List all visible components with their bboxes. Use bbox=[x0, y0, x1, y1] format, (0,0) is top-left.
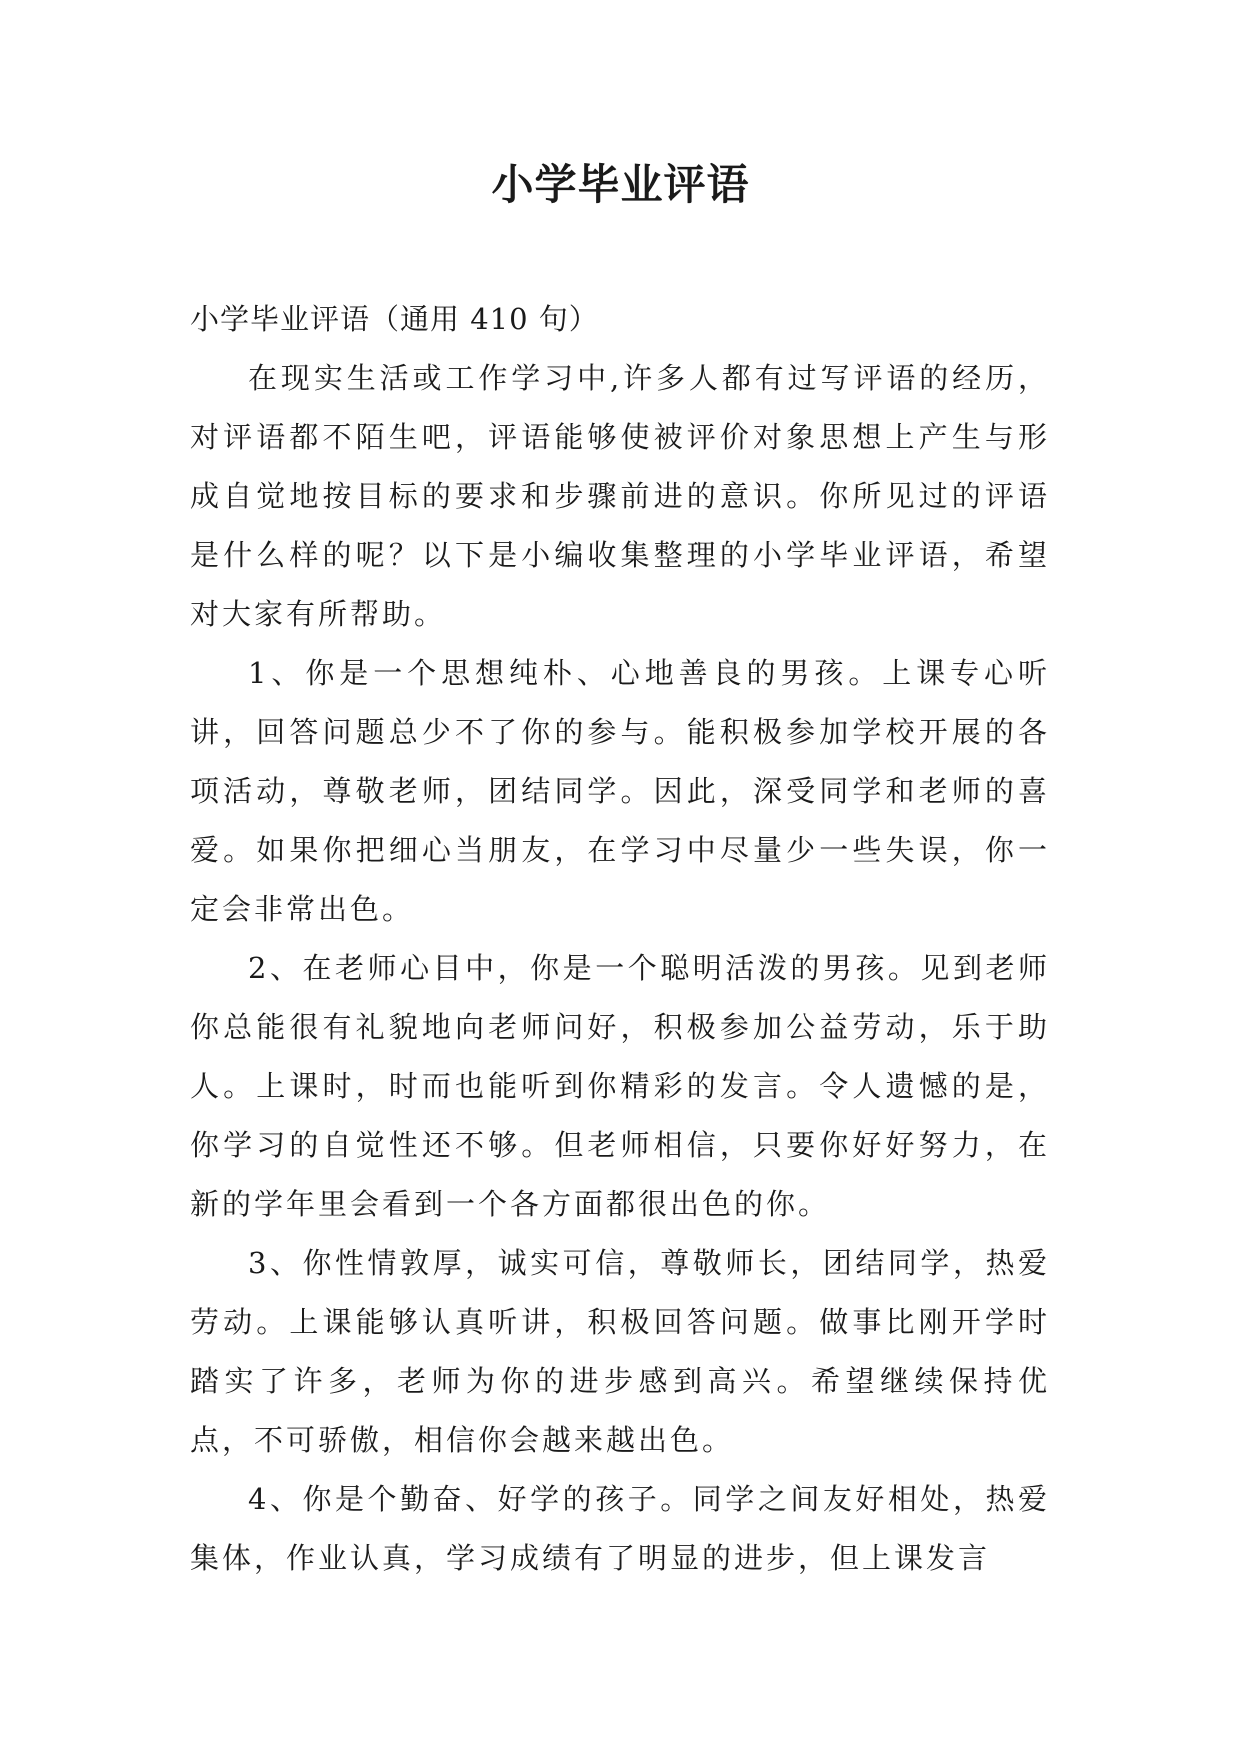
document-subtitle: 小学毕业评语（通用 410 句） bbox=[190, 302, 599, 336]
comment-paragraph-4: 4、你是个勤奋、好学的孩子。同学之间友好相处，热爱集体，作业认真，学习成绩有了明显的进步，但上课发言 bbox=[190, 1482, 1050, 1575]
intro-paragraph: 在现实生活或工作学习中,许多人都有过写评语的经历，对评语都不陌生吧，评语能够使被评价对象思想上产生与形成自觉地按目标的要求和步骤前进的意识。你所见过的评语是什么样的呢？以下是小编收集整理的小学毕业评语，希望对大家有所帮助。 bbox=[190, 361, 1050, 631]
document-title: 小学毕业评语 bbox=[491, 160, 750, 209]
comment-paragraph-2: 2、在老师心目中，你是一个聪明活泼的男孩。见到老师你总能很有礼貌地向老师问好，积极参加公益劳动，乐于助人。上课时，时而也能听到你精彩的发言。令人遗憾的是，你学习的自觉性还不够。但老师相信，只要你好好努力，在新的学年里会看到一个各方面都很出色的你。 bbox=[190, 951, 1050, 1221]
document-body bbox=[190, 290, 1050, 1588]
comment-paragraph-3: 3、你性情敦厚，诚实可信，尊敬师长，团结同学，热爱劳动。上课能够认真听讲，积极回答问题。做事比刚开学时踏实了许多，老师为你的进步感到高兴。希望继续保持优点，不可骄傲，相信你会越来越出色。 bbox=[190, 1246, 1050, 1457]
comment-paragraph-1: 1、你是一个思想纯朴、心地善良的男孩。上课专心听讲，回答问题总少不了你的参与。能积极参加学校开展的各项活动，尊敬老师，团结同学。因此，深受同学和老师的喜爱。如果你把细心当朋友，在学习中尽量少一些失误，你一定会非常出色。 bbox=[190, 656, 1050, 926]
